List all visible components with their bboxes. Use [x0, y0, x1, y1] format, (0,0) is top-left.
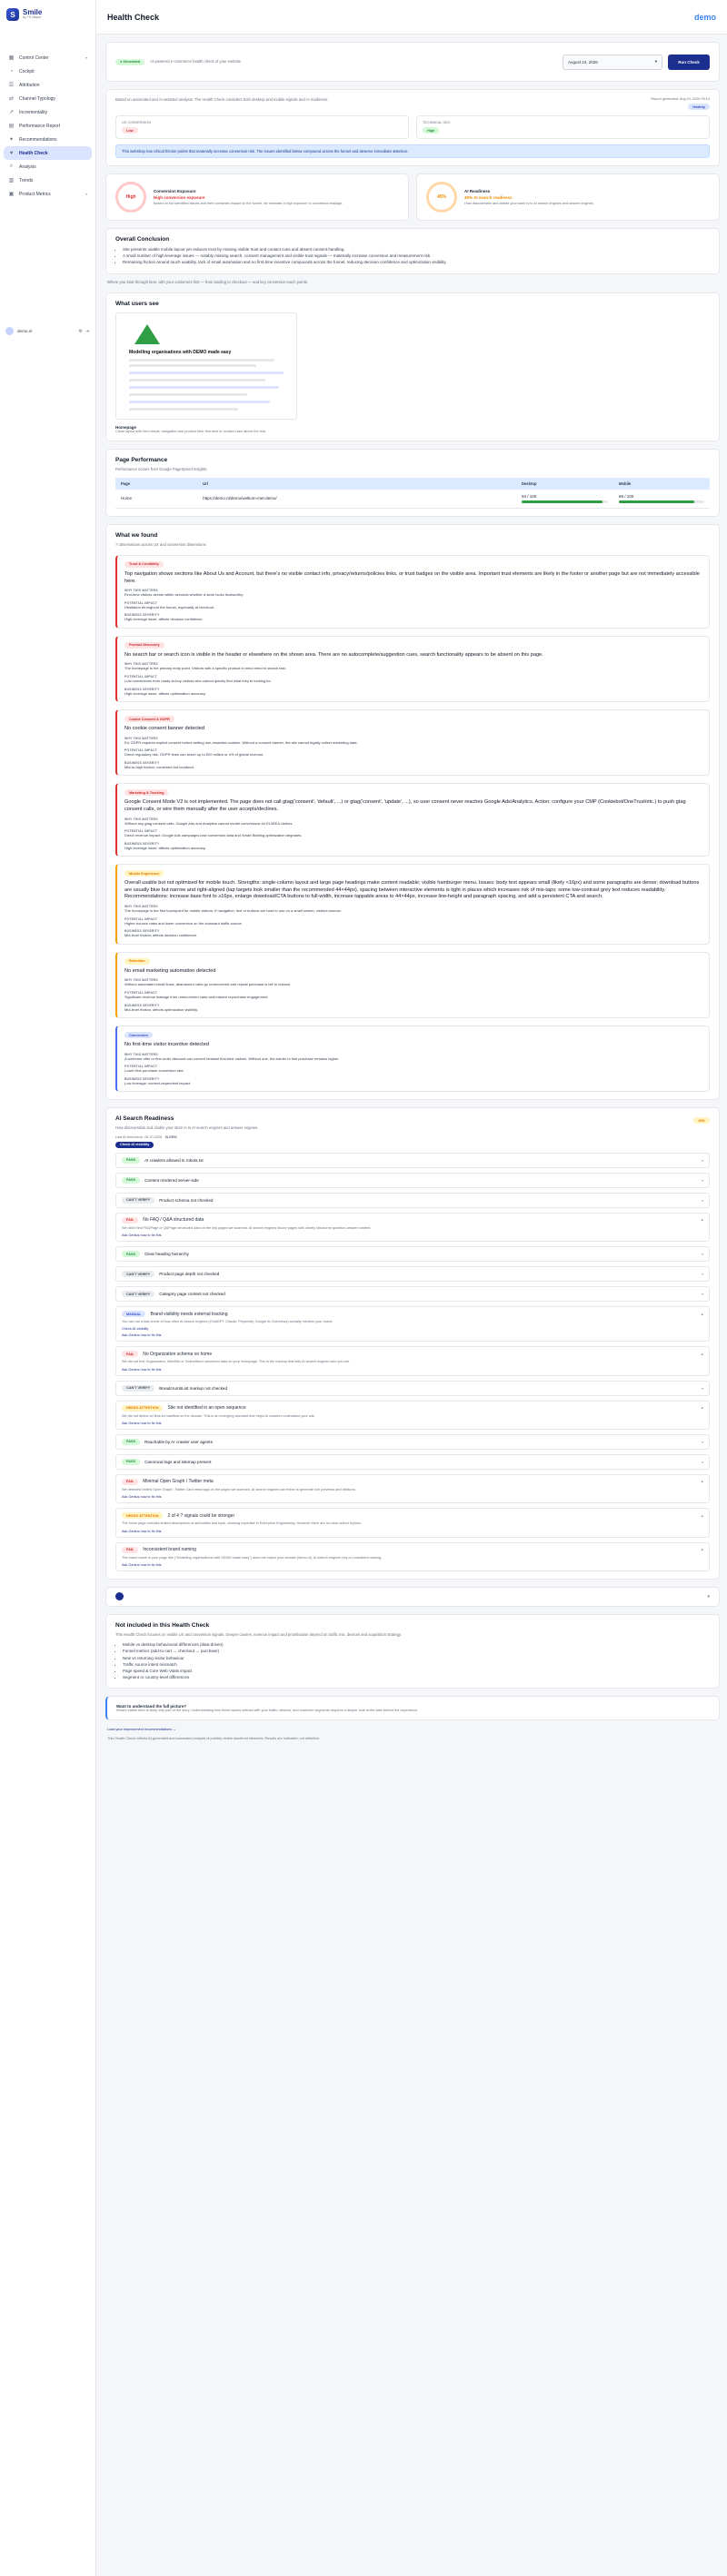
ai-check-item[interactable]: [115, 1381, 710, 1396]
finding-label: BUSINESS SEVERITY: [124, 929, 160, 934]
finding-why: First-time visitors decide within seconds whether a store looks trustworthy.: [124, 592, 244, 598]
ai-search-title: AI Search Readiness: [115, 1115, 174, 1123]
finding-why: Without any gtag consent calls, Google Ads and Analytics cannot model conversions for EU/EEA visitors.: [124, 820, 294, 826]
finding-label: POTENTIAL IMPACT: [124, 829, 158, 834]
finding-item: [115, 709, 710, 776]
ai-check-desc: We didn't find FAQPage or QAPage structured data on the key pages we scanned. AI search engines favour pages with clearly structured question-answer content.: [122, 1225, 372, 1230]
table-row: [115, 490, 710, 508]
chevron-down-icon[interactable]: ▾: [701, 1197, 703, 1203]
bulb-icon: ✦: [8, 137, 15, 143]
ask-genius-link[interactable]: Ask Genius how to fix this: [122, 1529, 162, 1533]
conclusion-card: [105, 228, 720, 274]
finding-item: [115, 952, 710, 1018]
finding-label: WHY THIS MATTERS: [124, 978, 158, 983]
ask-genius-link[interactable]: Ask Genius how to fix this: [122, 1367, 162, 1372]
sidebar-item-label: Cockpit: [19, 68, 35, 74]
sidebar-item-health-check[interactable]: [4, 146, 92, 160]
ai-check-name: Canonical tags and sitemap present: [144, 1459, 212, 1464]
conclusion-list: [115, 246, 710, 266]
chevron-down-icon[interactable]: ▾: [701, 1157, 703, 1163]
finding-title: Overall usable but not optimised for mobile touch. Strengths: single-column layout and large page headings make content readable; visible hamburger menu. Issues: body text appears small (likely <16px) and some paragraphs are dense; download buttons are usually blue but narrow and right-aligned (tap targets look smaller than the recommended 44×44px), spacing between interactive elements is tight in places which increases risk of mis-taps; some low-contrast grey text reduces readability. Recommendations: increase base font to ≥16px, enlarge download/CTA buttons to full-width, increase tappable areas to 44×44px, increase line-height and paragraph spacing, and add a persistent CTA and search.: [124, 880, 700, 900]
sidebar: [0, 0, 96, 2576]
what-users-see-card: [105, 292, 720, 441]
calendar-icon: ▾: [654, 59, 657, 64]
full-picture-card: [105, 1696, 720, 1720]
performance-table: [115, 478, 710, 509]
ai-check-name: Clear heading hierarchy: [144, 1252, 189, 1257]
chevron-up-icon[interactable]: ▴: [701, 1311, 703, 1317]
chevron-down-icon[interactable]: ▾: [701, 1252, 703, 1257]
finding-label: WHY THIS MATTERS: [124, 662, 158, 667]
search-icon: ⌕: [9, 163, 14, 169]
finding-label: WHY THIS MATTERS: [124, 736, 158, 740]
screenshot-caption-desc: Clean layout with hero visual, navigation and product tiles; few trust or contact cues above the fold.: [115, 429, 266, 433]
chevron-down-icon[interactable]: ▾: [701, 1177, 703, 1183]
finding-title: No first-time visitor incentive detected: [124, 1042, 209, 1048]
ai-check-status: FAIL: [122, 1547, 138, 1553]
finding-label: BUSINESS SEVERITY: [124, 841, 160, 846]
ai-check-status: CAN'T VERIFY: [122, 1197, 154, 1204]
logo[interactable]: [0, 0, 95, 27]
finding-sev: Mid-level friction; affects decision confidence.: [124, 933, 198, 938]
collapsed-panel[interactable]: [105, 1587, 720, 1607]
sidebar-item-label: Control Center: [19, 54, 49, 61]
conversion-title: Conversion Exposure: [154, 189, 196, 193]
ai-check-name: No FAQ / Q&A structured data: [143, 1217, 204, 1224]
ai-check-item[interactable]: [115, 1213, 710, 1242]
page-performance-title: Page Performance: [115, 456, 168, 463]
full-picture-desc: What's visible here is likely only part of the story. Understanding how these issues interact with your traffic, devices, and customer segments requires a deeper look at the data behind the experience.: [116, 1709, 419, 1713]
finding-category: Conversion: [124, 1032, 153, 1038]
desktop-score-cell: [516, 490, 613, 508]
ai-check-name: Brand visibility needs external tracking: [150, 1311, 228, 1317]
overview-tag: Healthy: [688, 104, 710, 110]
report-icon: ▤: [8, 124, 15, 129]
sidebar-item-label: Incrementality: [19, 109, 48, 115]
mobile-score-cell: [613, 490, 710, 508]
sidebar-nav: [0, 27, 95, 201]
desktop-score-bar: [522, 500, 608, 503]
ai-check-item[interactable]: [115, 1346, 710, 1375]
chart-icon: ▥: [8, 178, 15, 183]
finding-impact: Direct revenue impact: Google Ads campaigns lose conversion data and Smart Bidding optimization degrades.: [124, 833, 303, 838]
ask-genius-link[interactable]: Ask Genius how to fix this: [122, 1495, 162, 1500]
sidebar-item-control-center[interactable]: [4, 51, 92, 64]
trend-icon: ↗: [8, 110, 15, 115]
ai-check-desc: We detected limited Open Graph / Twitter Card meta tags on the pages we scanned. AI search engines use these to generate rich previews and citations.: [122, 1487, 356, 1491]
not-included-item: • Traffic source intent mismatch: [123, 1661, 710, 1668]
finding-why: Without automated email flows, abandoned carts go unrecovered and repeat purchase is left to chance.: [124, 982, 292, 987]
finding-label: POTENTIAL IMPACT: [124, 674, 158, 679]
findings-desc: 7 observations across UX and conversion dimensions: [115, 541, 206, 547]
finding-why: The homepage is the first touchpoint for mobile visitors. If navigation, text or buttons are hard to use on a small screen, visitors bounce.: [124, 908, 342, 913]
technical-seo-score: TECHNICAL SEO High: [416, 115, 710, 139]
not-included-item: • Mobile vs desktop behavioural differences (data-driven): [123, 1641, 710, 1648]
ai-check-status: FAIL: [122, 1351, 138, 1357]
ai-last-checked: Last AI test/check: 26-10-2026 SLEEM: [115, 1134, 177, 1139]
finding-label: BUSINESS SEVERITY: [124, 760, 160, 765]
date-picker[interactable]: [563, 54, 662, 70]
ai-check-name: Reachable by AI crawler user agents: [144, 1439, 213, 1444]
finding-label: BUSINESS SEVERITY: [124, 687, 160, 691]
ai-check-name: Content rendered server-side: [144, 1177, 199, 1183]
panel-icon: [115, 1592, 124, 1600]
finding-label: BUSINESS SEVERITY: [124, 613, 160, 618]
finding-item: [115, 783, 710, 857]
ai-check-item[interactable]: [115, 1542, 710, 1571]
chevron-down-icon[interactable]: ▾: [701, 1439, 703, 1444]
layers-icon: ☰: [8, 83, 15, 88]
status-card: [105, 42, 720, 82]
logout-icon[interactable]: ⇥: [85, 328, 89, 334]
desktop-score-fill: [522, 500, 603, 503]
brand-logo: demo: [693, 12, 716, 22]
main-content: [105, 42, 720, 1740]
settings-icon[interactable]: ⚙: [78, 328, 83, 334]
not-included-item: • Segment or country-level differences: [123, 1674, 710, 1680]
ai-check-item[interactable]: [115, 1266, 710, 1282]
status-badge: ● Generated: [115, 59, 144, 65]
finding-label: POTENTIAL IMPACT: [124, 600, 158, 605]
finding-why: The homepage is the primary entry point. Visitors with a specific product in mind need to search fast.: [124, 666, 286, 671]
not-included-title: Not included in this Health Check: [115, 1621, 210, 1629]
overview-card: [105, 89, 720, 166]
ai-check-item[interactable]: [115, 1193, 710, 1208]
finding-item: [115, 1025, 710, 1092]
ai-search-card: [105, 1107, 720, 1579]
sidebar-user[interactable]: [5, 327, 89, 335]
finding-category: Retention: [124, 958, 150, 965]
ai-check-name: Product page depth not checked: [159, 1272, 220, 1277]
finding-sev: High-leverage issue; affects optimization accuracy.: [124, 690, 206, 696]
ai-check-desc: The brand name in your page title ("Modelling organisations with DEMO made easy") does not match your domain (demo.nl). AI search engines rely on consistent naming.: [122, 1555, 383, 1560]
finding-category: Mobile Experience: [124, 870, 164, 877]
sidebar-item-product-metrics[interactable]: [4, 187, 92, 201]
chevron-up-icon[interactable]: ▴: [701, 1351, 703, 1357]
ai-check-desc: You can run a fast check of how often AI search engines (ChatGPT, Claude, Perplexity, Google AI Overviews) actually mention your brand.: [122, 1320, 334, 1324]
finding-category: Marketing & Tracking: [124, 789, 168, 796]
homepage-screenshot[interactable]: Modelling organisations with DEMO made easy: [115, 312, 297, 420]
conversion-gauge: High: [115, 182, 146, 213]
ai-check-status: CAN'T VERIFY: [122, 1271, 154, 1277]
footer-note: This Health Check reflects AI-generated and automated analysis of publicly visible storefront elements. Results are indicative, not definitive.: [107, 1737, 321, 1741]
ai-check-name: AI crawlers allowed in robots.txt: [144, 1157, 204, 1163]
finding-title: No email marketing automation detected: [124, 967, 216, 974]
chevron-down-icon[interactable]: ▾: [701, 1272, 703, 1277]
finding-sev: Mid-to-high friction; combined but localized.: [124, 764, 194, 769]
ai-check-name: No Organization schema on home: [143, 1351, 213, 1357]
finding-title: No cookie consent banner detected: [124, 726, 205, 732]
finding-impact: Direct regulatory risk. GDPR fines can reach up to €20 million or 4% of global revenue.: [124, 752, 264, 758]
not-included-card: [105, 1614, 720, 1689]
ai-check-status: FAIL: [122, 1479, 138, 1485]
sidebar-item-label: Attribution: [19, 82, 40, 88]
not-included-item: • New vs returning visitor behaviour: [123, 1655, 710, 1661]
ai-check-status: CAN'T VERIFY: [122, 1385, 154, 1392]
chevron-up-icon[interactable]: ▴: [701, 1479, 703, 1485]
ai-check-status: NEEDS ATTENTION: [122, 1405, 163, 1412]
ai-check-item[interactable]: [115, 1454, 710, 1470]
ai-check-name: 2 of 4 ? signals could be stronger: [167, 1512, 235, 1519]
chevron-down-icon[interactable]: ▾: [701, 1385, 703, 1391]
finding-why: A welcome offer or first-order discount can convert hesitant first-time visitors. Without one, the barrier to first purchase remains higher.: [124, 1055, 340, 1061]
finding-item: [115, 864, 710, 944]
finding-category: Product Discovery: [124, 642, 164, 649]
sidebar-item-channel-typology[interactable]: [4, 92, 92, 105]
ai-check-item[interactable]: [115, 1401, 710, 1430]
not-included-item: • Page speed & Core Web Vitals impact: [123, 1668, 710, 1674]
ai-search-tag: 45%: [693, 1117, 710, 1124]
ai-check-name: Site not identified in an open sequence: [167, 1405, 246, 1412]
chevron-up-icon[interactable]: ▴: [701, 1512, 703, 1519]
finding-sev: High-leverage issue; affects decision confidence.: [124, 617, 204, 622]
ai-check-desc: We did not detect an llms.txt manifest on the domain. This is an emerging standard that helps AI crawlers understand your site.: [122, 1413, 315, 1418]
ai-check-item[interactable]: [115, 1474, 710, 1503]
ai-check-item[interactable]: [115, 1306, 710, 1342]
finding-impact: Higher bounce rates and lower conversion on the dominant traffic source.: [124, 920, 243, 926]
finding-sev: Mid-level friction; affects optimization visibility.: [124, 1006, 198, 1012]
not-included-desc: This Health Check focuses on visible UX and conversion signals. Deeper causes, revenue impact and prioritisation depend on traffic mix, devices and acquisition strategy.: [115, 1631, 403, 1637]
finding-label: POTENTIAL IMPACT: [124, 916, 158, 921]
ai-check-name: BreadcrumbList markup not checked: [159, 1385, 228, 1391]
page-cell: Home: [115, 490, 197, 508]
conversion-desc: Based on the identified issues and their combined impact on the funnel, we estimate a high exposure to conversion leakage.: [154, 202, 344, 205]
sidebar-item-incrementality[interactable]: [4, 105, 92, 119]
heart-icon: ♥: [9, 150, 14, 156]
finding-label: POTENTIAL IMPACT: [124, 990, 158, 995]
ai-readiness-desc: How discoverable and citable your store is to AI search engines and answer engines.: [464, 202, 594, 205]
mobile-score-fill: [619, 500, 694, 503]
ux-conversion-score: UX CONVERSION Low: [115, 115, 409, 139]
ai-check-status: NEEDS ATTENTION: [122, 1512, 163, 1519]
sidebar-item-attribution[interactable]: [4, 78, 92, 92]
user-name: demo.nl: [17, 329, 33, 333]
ai-check-status: PASS: [122, 1459, 140, 1465]
ai-check-name: Product schema not checked: [159, 1197, 214, 1203]
conclusion-foot: Where you start through best, with your customers first — from landing to checkout — and key conversion touch points.: [107, 279, 309, 284]
column-header: Page: [115, 478, 197, 490]
ai-readiness-title: AI Readiness: [464, 189, 491, 193]
logo-name: Smile: [23, 7, 43, 16]
ai-check-item[interactable]: [115, 1173, 710, 1188]
not-included-item: • Funnel metrics (add-to-cart → checkout → purchase): [123, 1648, 710, 1654]
chevron-down-icon[interactable]: ▾: [701, 1459, 703, 1464]
sidebar-item-label: Channel Typology: [19, 95, 55, 102]
ai-readiness-card: [416, 173, 720, 221]
column-header: Url: [197, 478, 516, 490]
finding-impact: Lower first-purchase conversion rate.: [124, 1068, 184, 1074]
status-subtitle: AI-powered e-commerce health check of your website: [150, 58, 241, 64]
what-users-see-title: What users see: [115, 300, 159, 307]
avatar: [5, 327, 14, 335]
overview-intro: Based on automated and AI-assisted analysis. The Health Check considers both desktop and mobile signals and AI readiness.: [115, 97, 329, 102]
ask-genius-link[interactable]: Ask Genius how to fix this: [122, 1562, 162, 1567]
screenshot-caption: Homepage: [115, 424, 137, 430]
ai-check-status: PASS: [122, 1157, 140, 1164]
gauge-icon: ◔: [9, 68, 14, 74]
ai-check-name: Inconsistent brand naming: [143, 1547, 196, 1553]
finding-title: Google Consent Mode V2 is not implemented. The page does not call gtag('consent', 'default', ...) or gtag('consent', 'update', ...), so user consent never reaches Google Ads/Analytics. Action: configure your CMP (Cookiebot/OneTrust/etc.) to push gtag consent calls, or wire them manually after the user accepts/declines.: [124, 799, 686, 813]
column-header: Mobile: [613, 478, 710, 490]
overview-note: This webshop has critical friction points that materially increase conversion risk. The issues identified below compound across the funnel and deserve immediate attention.: [115, 144, 710, 158]
finding-label: BUSINESS SEVERITY: [124, 1003, 160, 1007]
ai-search-desc: How discoverable and citable your store is to AI search engines and answer engines.: [115, 1125, 259, 1131]
ai-check-status: PASS: [122, 1439, 140, 1445]
finding-sev: Low leverage; context-dependent impact.: [124, 1080, 192, 1085]
conclusion-point: • A small number of high-leverage issues — notably missing search, consent management and visible trust signals — materially increase conversion and measurement risk.: [123, 253, 710, 259]
ask-genius-link[interactable]: Ask Genius how to fix this: [122, 1421, 162, 1425]
logo-mark: S: [6, 8, 19, 21]
chevron-up-icon[interactable]: ▴: [701, 1547, 703, 1553]
finding-label: POTENTIAL IMPACT: [124, 1065, 158, 1069]
ai-check-status: PASS: [122, 1251, 140, 1257]
finding-label: WHY THIS MATTERS: [124, 589, 158, 593]
ai-check-item[interactable]: [115, 1434, 710, 1450]
sidebar-item-analysis[interactable]: [4, 160, 92, 173]
date-value: August 24, 2026: [568, 59, 598, 64]
ai-check-status: MANUAL: [122, 1311, 145, 1317]
findings-card: [105, 524, 720, 1101]
full-picture-title: Want to understand the full picture?: [116, 1704, 187, 1709]
conclusion-point: • Site presents usable mobile layout yet reduces trust by missing visible trust and contact cues and absent consent handling.: [123, 246, 710, 253]
finding-label: POTENTIAL IMPACT: [124, 748, 158, 753]
topbar: [96, 0, 727, 35]
page-title: Health Check: [107, 12, 160, 22]
ai-check-status: FAIL: [122, 1217, 138, 1224]
finding-item: [115, 555, 710, 629]
sidebar-item-label: Performance Report: [19, 123, 61, 129]
conclusion-title: Overall Conclusion: [115, 236, 170, 243]
ai-check-item[interactable]: [115, 1286, 710, 1302]
ai-check-name: Minimal Open Graph / Twitter meta: [143, 1479, 214, 1485]
logo-sub: by TS Mayur: [23, 15, 42, 20]
finding-label: BUSINESS SEVERITY: [124, 1076, 160, 1081]
recommendations-link[interactable]: Load your improvement recommendations →: [107, 1728, 176, 1732]
chevron-down-icon[interactable]: ▾: [701, 1292, 703, 1297]
sidebar-item-cockpit[interactable]: [4, 64, 92, 78]
url-cell[interactable]: https://demo.nl/demo/welkom-met-demo/: [197, 490, 516, 508]
finding-label: WHY THIS MATTERS: [124, 1052, 158, 1056]
finding-title: Top navigation shows sections like About Us and Account, but there's no visible contact info, privacy/returns/policies links, or trust badges on the visible area. Important trust elements are likely in the footer or another page but are not immediately accessible here.: [124, 570, 700, 584]
ai-check-item[interactable]: [115, 1246, 710, 1262]
ask-genius-link[interactable]: Ask Genius how to fix this: [122, 1333, 162, 1338]
finding-why: EU GDPR requires explicit consent before setting non-essential cookies. Without a consent banner, the site cannot legally collect marketing data.: [124, 739, 358, 745]
page-performance-desc: Performance scores from Google PageSpeed Insights.: [115, 466, 208, 471]
sidebar-item-performance-report[interactable]: [4, 119, 92, 133]
ai-check-item[interactable]: [115, 1508, 710, 1537]
findings-title: What we found: [115, 531, 158, 539]
chevron-down-icon: ▾: [707, 1593, 710, 1600]
finding-impact: Significant revenue leakage from unrecovered carts and missed repurchase engagement.: [124, 994, 269, 999]
conversion-exposure-card: [105, 173, 409, 221]
grid-icon: ▦: [8, 55, 15, 61]
ai-check-status: CAN'T VERIFY: [122, 1291, 154, 1297]
sidebar-item-label: Recommendations: [19, 136, 57, 143]
ai-check-desc: We did not find Organization, WebSite or OnlineStore structured data on your homepage. This is the markup that tells AI search engines who you are.: [122, 1360, 351, 1364]
desktop-score: 94 / 100: [521, 494, 537, 500]
finding-category: Trust & Credibility: [124, 561, 164, 568]
finding-sev: High-leverage issue; affects optimization accuracy.: [124, 845, 206, 850]
sidebar-item-recommendations[interactable]: [4, 133, 92, 146]
finding-label: WHY THIS MATTERS: [124, 817, 158, 821]
finding-label: WHY THIS MATTERS: [124, 905, 158, 908]
column-header: Desktop: [516, 478, 613, 490]
conversion-level: High conversion exposure: [154, 195, 205, 200]
share-icon: ⇄: [8, 96, 15, 102]
finding-category: Cookie Consent & GDPR: [124, 716, 174, 722]
ai-check-item[interactable]: [115, 1153, 710, 1168]
conclusion-point: • Remaining friction around touch usability, lack of email automation and no first-time incentive compounds across the funnel, reducing decision confidence and optimization visibility.: [123, 259, 710, 265]
chevron-up-icon[interactable]: ▴: [701, 1217, 703, 1224]
box-icon: ▣: [8, 192, 15, 197]
chevron-down-icon: ▾: [85, 192, 87, 196]
ai-readiness-gauge: 45%: [426, 182, 457, 213]
ask-genius-link[interactable]: Ask Genius how to fix this: [122, 1234, 162, 1238]
check-ai-visibility-button[interactable]: Check AI visibility: [115, 1142, 154, 1148]
sidebar-item-label: Product Metrics: [19, 191, 51, 197]
mobile-score-bar: [619, 500, 704, 503]
finding-impact: Lost conversions from ready-to-buy visitors who cannot quickly find what they're looking for.: [124, 678, 272, 683]
sidebar-item-label: Analysis: [19, 163, 36, 170]
finding-item: [115, 636, 710, 702]
finding-title: No search bar or search icon is visible in the header or elsewhere on the shown area. There are no autocomplete/suggestion cues, search functionality appears to be absent on this page.: [124, 651, 543, 658]
report-meta: Report generated: Aug 24, 2026 09:14: [651, 97, 710, 101]
sidebar-item-label: Health Check: [19, 150, 48, 156]
chevron-up-icon[interactable]: ▴: [701, 1405, 703, 1412]
ai-check-status: PASS: [122, 1177, 140, 1184]
sidebar-item-label: Trends: [19, 177, 34, 183]
page-performance-card: [105, 449, 720, 517]
run-check-button[interactable]: Run Check: [668, 54, 710, 70]
ai-readiness-level: 45% AI search readiness: [464, 195, 513, 200]
finding-impact: Hesitation throughout the funnel, especially at checkout.: [124, 604, 215, 609]
mobile-score: 88 / 100: [618, 494, 634, 500]
sidebar-item-trends[interactable]: [4, 173, 92, 187]
chevron-down-icon: ▾: [85, 55, 87, 60]
ai-check-name: Category page content not checked: [159, 1292, 225, 1297]
ai-check-extra-link[interactable]: Check AI visibility: [122, 1327, 149, 1332]
ai-check-desc: The home page includes limited descriptions of authorities and topic, showing expertise in Enterprise Engineering. However there are no clear author bylines.: [122, 1521, 363, 1526]
